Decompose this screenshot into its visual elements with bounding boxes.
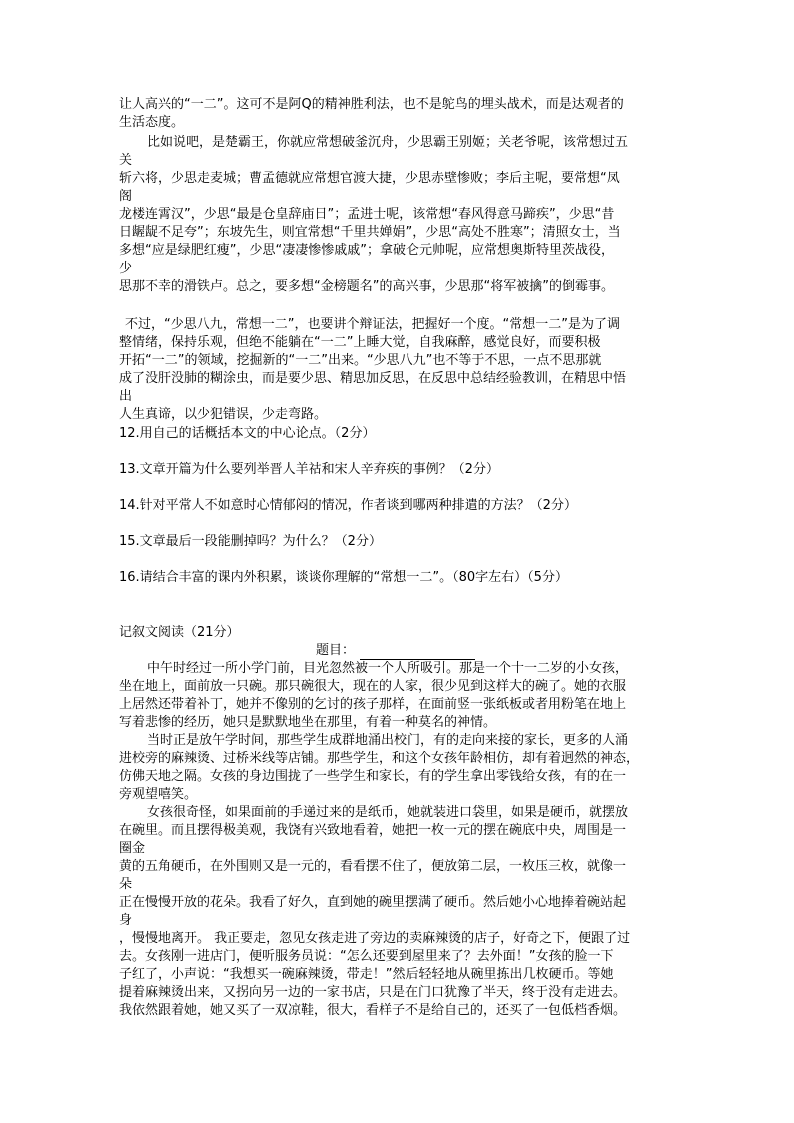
text-line: 女孩很奇怪，如果面前的手递过来的是纸币，她就装进口袋里，如果是硬币，就摆放 — [147, 805, 629, 820]
text-line: 整情绪，保持乐观，但绝不能躺在“一二”上睡大觉，自我麻醉，感觉良好，而要积极 — [119, 335, 601, 350]
text-line: 旁观望嘻笑。 — [119, 787, 198, 802]
text-line: 斩六将，少思走麦城；曹孟德就应常想官渡大捷，少思赤壁惨败；李后主呢，要常想“凤 — [119, 171, 620, 186]
text-line: 坐在地上，面前放一只碗。那只碗很大，现在的人家，很少见到这样大的碗了。她的衣服 — [119, 679, 627, 694]
text-line: 中午时经过一所小学门前，目光忽然被一个人所吸引。那是一个十一二岁的小女孩， — [147, 661, 629, 676]
question-15: 15.文章最后一段能删掉吗？为什么？（2分） — [119, 534, 382, 549]
text-line: 黄的五角硬币，在外围则又是一元的，看看摆不住了，便放第二层，一枚压三枚，就像一 — [119, 859, 627, 874]
text-line: 生活态度。 — [119, 115, 185, 130]
text-line: 人生真谛，以少犯错误，少走弯路。 — [119, 407, 328, 422]
text-line: 圈金 — [119, 841, 146, 856]
text-line: 让人高兴的“一二”。这可不是阿Q的精神胜利法，也不是鸵鸟的埋头战术，而是达观者的 — [119, 97, 624, 112]
text-line: 进校旁的麻辣烫、过桥米线等店铺。那些学生，和这个女孩年龄相仿，却有着迥然的神态， — [119, 751, 640, 766]
text-line: 去。女孩刚一进店门，便听服务员说：“怎么还要到屋里来了？去外面！”女孩的脸一下 — [119, 949, 614, 964]
question-12: 12.用自己的话概括本文的中心论点。（2分） — [119, 426, 376, 441]
text-line: 我依然跟着她，她又买了一双凉鞋，很大，看样子不是给自己的，还买了一包低档香烟。 — [119, 1003, 627, 1018]
text-line: 写着悲惨的经历，她只是默默地坐在那里，有着一种莫名的神情。 — [119, 715, 497, 730]
text-line: 比如说吧，是楚霸王，你就应常想破釜沉舟，少思霸王别姬；关老爷呢，该常想过五 — [147, 135, 629, 150]
question-16: 16.请结合丰富的课内外积累，谈谈你理解的“常想一二”。（80字左右）（5分） — [119, 570, 568, 585]
text-line: 当时正是放午学时间，那些学生成群地涌出校门，有的走向来接的家长，更多的人涌 — [147, 733, 629, 748]
text-line: 成了没肝没肺的糊涂虫，而是要少思、精思加反思，在反思中总结经验教训，在精思中悟 — [119, 371, 627, 386]
text-line: 在碗里。而且摆得极美观，我饶有兴致地看着，她把一枚一元的摆在碗底中央，周围是一 — [119, 823, 627, 838]
text-line: 身 — [119, 913, 133, 928]
text-line: 出 — [119, 389, 133, 404]
section-heading: 记叙文阅读（21分） — [119, 625, 240, 640]
text-line: 关 — [119, 153, 133, 168]
text-line: 不过，“少思八九，常想一二”，也要讲个辩证法，把握好一个度。“常想一二”是为了调 — [125, 317, 620, 332]
title-blank-line — [360, 643, 475, 660]
text-line: 龙楼连霄汉”，少思“最是仓皇辞庙日”；孟进士呢，该常想“春风得意马蹄疾”，少思“昔 — [119, 207, 615, 222]
text-line: 仿佛天地之隔。女孩的身边围拢了一些学生和家长，有的学生拿出零钱给女孩，有的在一 — [119, 769, 627, 784]
text-line: 正在慢慢开放的花朵。我看了好久，直到她的碗里摆满了硬币。然后她小心地捧着碗站起 — [119, 895, 627, 910]
question-13: 13.文章开篇为什么要列举晋人羊祜和宋人辛弃疾的事例？（2分） — [119, 462, 499, 477]
text-line: 提着麻辣烫出来，又拐向另一边的一家书店，只是在门口犹豫了半天，终于没有走进去。 — [119, 985, 627, 1000]
text-line: 子红了，小声说：“我想买一碗麻辣烫，带走！”然后轻轻地从碗里拣出几枚硬币。等她 — [119, 967, 614, 982]
text-line: 思那不幸的滑铁卢。总之，要多想“金榜题名”的高兴事，少思那“将军被擒”的倒霉事。 — [119, 279, 614, 294]
text-line: 日龌龊不足夸”；东坡先生，则宜常想“千里共婵娟”，少思“高处不胜寒”；清照女士，当 — [119, 225, 621, 240]
text-line: 朵 — [119, 877, 133, 892]
question-14: 14.针对平常人不如意时心情郁闷的情况，作者谈到哪两种排遣的方法？（2分） — [119, 498, 577, 513]
title-label: 题目： — [316, 643, 356, 658]
text-line: ，慢慢地离开。 我正要走，忽见女孩走进了旁边的卖麻辣烫的店子，好奇之下，便跟了过 — [119, 931, 631, 946]
text-line: 少 — [119, 261, 133, 276]
text-line: 多想“应是绿肥红瘦”，少思“凄凄惨惨戚戚”；拿破仑元帅呢，应常想奥斯特里茨战役， — [119, 243, 614, 258]
text-line: 阁 — [119, 189, 133, 204]
text-line: 上居然还带着补丁，她并不像别的乞讨的孩子那样，在面前竖一张纸板或者用粉笔在地上 — [119, 697, 627, 712]
text-line: 开拓“一二”的领域，挖掘新的“一二”出来。“少思八九”也不等于不思，一点不思那就 — [119, 353, 602, 368]
